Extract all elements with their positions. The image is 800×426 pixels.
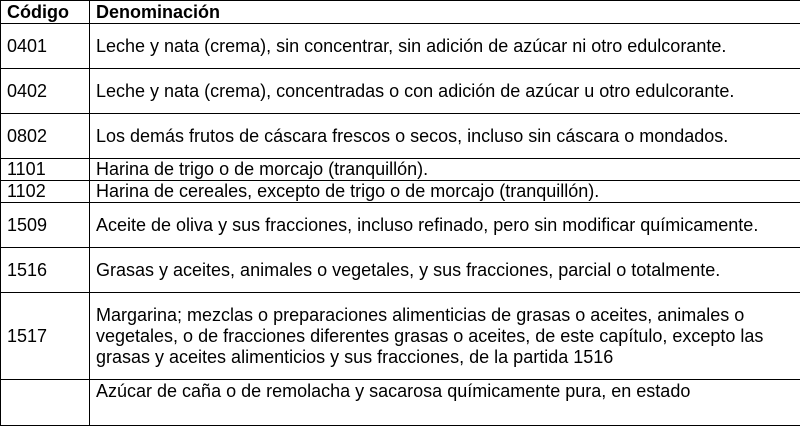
cell-name: Harina de trigo o de morcajo (tranquillón). xyxy=(90,159,800,181)
cell-name: Grasas y aceites, animales o vegetales, y sus fracciones, parcial o totalmente. xyxy=(90,248,800,293)
table-row xyxy=(1,69,800,114)
table-header xyxy=(1,1,800,24)
cell-name: Harina de cereales, excepto de trigo o de morcajo (tranquillón). xyxy=(90,181,800,203)
cell-code: 0401 xyxy=(1,24,90,69)
cell-code: 1516 xyxy=(1,248,90,293)
table-row xyxy=(1,159,800,181)
table-row xyxy=(1,380,800,426)
cell-name: Leche y nata (crema), concentradas o con adición de azúcar u otro edulcorante. xyxy=(90,69,800,114)
cell-name: Los demás frutos de cáscara frescos o secos, incluso sin cáscara o mondados. xyxy=(90,114,800,159)
cell-name: Azúcar de caña o de remolacha y sacarosa químicamente pura, en estado xyxy=(90,380,800,426)
table-row xyxy=(1,114,800,159)
cell-name: Margarina; mezclas o preparaciones alimenticias de grasas o aceites, animales o vegetales, o de fracciones diferentes grasas o aceites, de este capítulo, excepto las grasas y aceites alimenticios y sus fracciones, de la partida 1516 xyxy=(90,293,800,380)
cell-code: 1101 xyxy=(1,159,90,181)
cell-code xyxy=(1,380,90,426)
header-row xyxy=(1,1,800,24)
cell-code: 1102 xyxy=(1,181,90,203)
cell-name: Leche y nata (crema), sin concentrar, sin adición de azúcar ni otro edulcorante. xyxy=(90,24,800,69)
table-row xyxy=(1,248,800,293)
column-header-name: Denominación xyxy=(90,1,800,24)
cell-code: 0802 xyxy=(1,114,90,159)
table-row xyxy=(1,203,800,248)
table-row xyxy=(1,24,800,69)
cell-code: 1517 xyxy=(1,293,90,380)
column-header-code: Código xyxy=(1,1,90,24)
table-row xyxy=(1,293,800,380)
table-body xyxy=(1,24,800,426)
cell-name: Aceite de oliva y sus fracciones, incluso refinado, pero sin modificar químicamente. xyxy=(90,203,800,248)
table-row xyxy=(1,181,800,203)
cell-code: 1509 xyxy=(1,203,90,248)
cell-code: 0402 xyxy=(1,69,90,114)
